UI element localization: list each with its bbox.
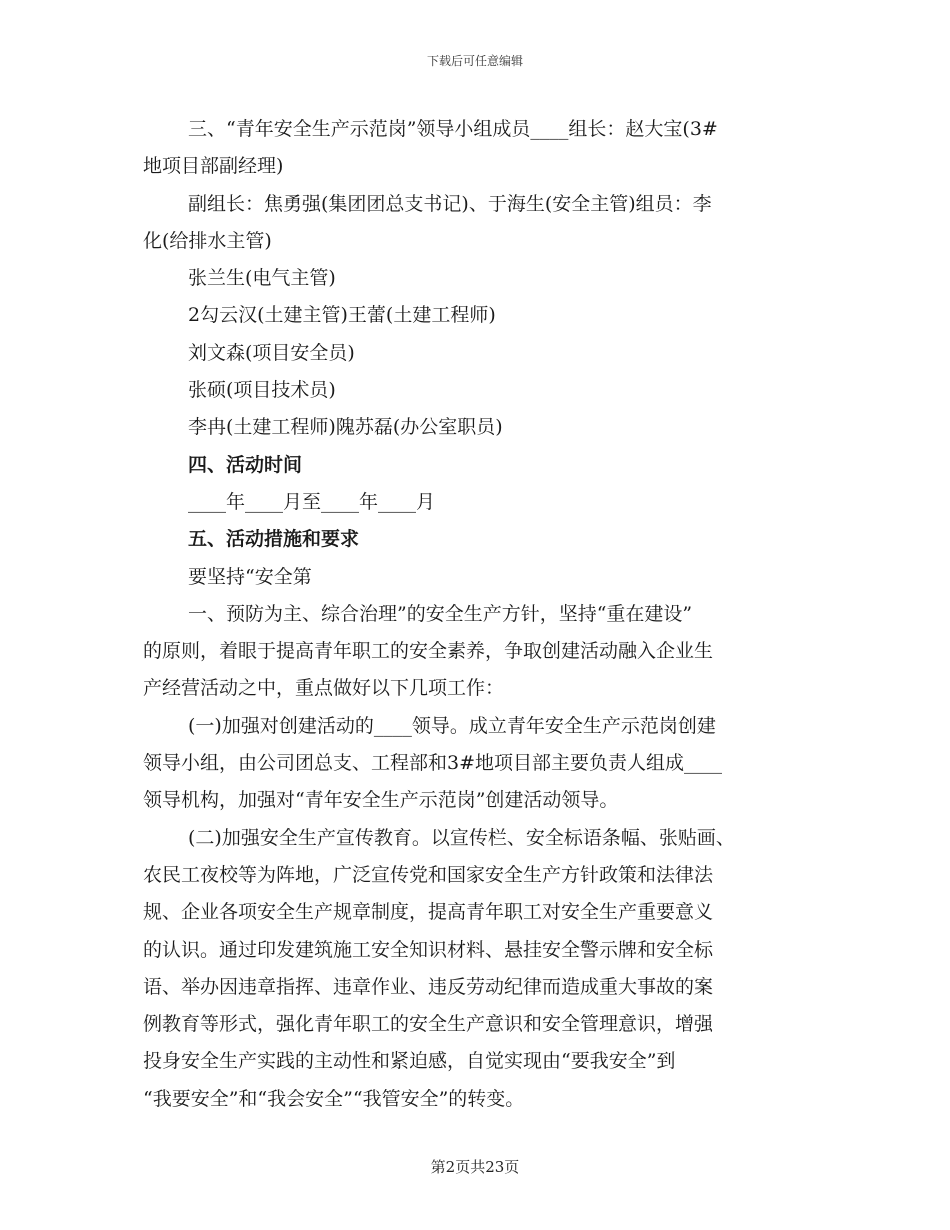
- member-line: 张硕(项目技术员): [188, 379, 336, 402]
- text-line: 地项目部副经理): [143, 155, 284, 178]
- member-line: 张兰生(电气主管): [188, 267, 336, 290]
- text-line: “我要安全”和“我会安全”“我管安全”的转变。: [143, 1087, 525, 1110]
- text-line: 语、举办因违章指挥、违章作业、违反劳动纪律而造成重大事故的案: [143, 975, 714, 998]
- activity-time-line: ____年____月至____年____月: [188, 490, 436, 513]
- page-header-note: 下载后可任意编辑: [426, 54, 523, 68]
- text-line: 领导小组，由公司团总支、工程部和3#地项目部主要负责人组成____: [143, 752, 723, 775]
- member-line: 刘文森(项目安全员): [188, 341, 355, 364]
- section-5-heading: 五、活动措施和要求: [188, 528, 360, 551]
- text-line: 的原则，着眼于提高青年职工的安全素养，争取创建活动融入企业生: [143, 640, 714, 663]
- section-4-heading: 四、活动时间: [188, 453, 303, 476]
- text-line: 规、企业各项安全生产规章制度，提高青年职工对安全生产重要意义: [143, 901, 714, 924]
- text-line: 投身安全生产实践的主动性和紧迫感，自觉实现由“要我安全”到: [143, 1050, 676, 1073]
- text-line: 农民工夜校等为阵地，广泛宣传党和国家安全生产方针政策和法律法: [143, 863, 714, 886]
- document-body: [143, 111, 803, 1118]
- text-line: (二)加强安全生产宣传教育。以宣传栏、安全标语条幅、张贴画、: [188, 826, 735, 849]
- text-line: 副组长：焦勇强(集团团总支书记)、于海生(安全主管)组员：李: [188, 192, 712, 215]
- member-line: 李冉(土建工程师)隗苏磊(办公室职员): [188, 416, 503, 439]
- text-line: 的认识。通过印发建筑施工安全知识材料、悬挂安全警示牌和安全标: [143, 938, 714, 961]
- text-line: (一)加强对创建活动的____领导。成立青年安全生产示范岗创建: [188, 714, 716, 737]
- text-line: 领导机构，加强对“青年安全生产示范岗”创建活动领导。: [143, 789, 619, 812]
- text-line: 例教育等形式，强化青年职工的安全生产意识和安全管理意识，增强: [143, 1013, 714, 1036]
- text-line: 一、预防为主、综合治理”的安全生产方针，坚持“重在建设”: [188, 602, 693, 625]
- text-line: 产经营活动之中，重点做好以下几项工作：: [143, 677, 505, 700]
- page-number: 第2页共23页: [430, 1158, 520, 1176]
- member-line: 2勾云汉(土建主管)王蕾(土建工程师): [188, 304, 496, 327]
- text-line: 要坚持“安全第: [188, 565, 312, 588]
- text-line: 化(给排水主管): [143, 229, 272, 252]
- section-3-heading: 三、“青年安全生产示范岗”领导小组成员____组长：赵大宝(3#: [188, 118, 718, 140]
